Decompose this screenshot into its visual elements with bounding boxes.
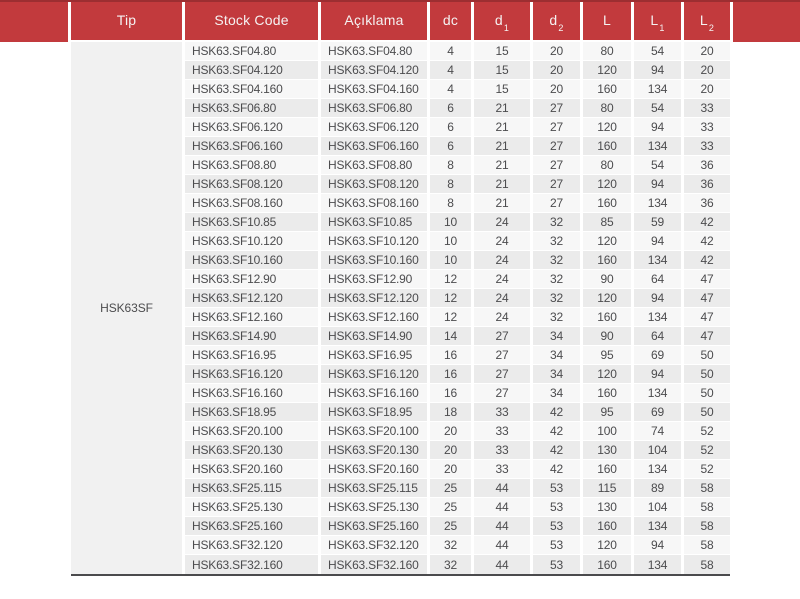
aciklama-cell: HSK63.SF04.120 bbox=[321, 61, 427, 80]
stock-code-cell: HSK63.SF18.95 bbox=[185, 403, 318, 422]
dc-cell: 32 bbox=[430, 536, 471, 555]
d2-cell: 32 bbox=[533, 270, 580, 289]
right-margin bbox=[733, 42, 800, 576]
l1-cell: 69 bbox=[634, 346, 681, 365]
l1-cell: 134 bbox=[634, 80, 681, 99]
l-cell: 120 bbox=[583, 365, 631, 384]
l2-cell: 36 bbox=[684, 156, 730, 175]
stock-code-cell: HSK63.SF14.90 bbox=[185, 327, 318, 346]
stock-code-cell: HSK63.SF12.90 bbox=[185, 270, 318, 289]
dc-cell: 25 bbox=[430, 517, 471, 536]
d2-cell: 53 bbox=[533, 479, 580, 498]
col-header-label: d bbox=[494, 12, 503, 28]
l1-cell: 54 bbox=[634, 99, 681, 118]
d1-cell: 44 bbox=[474, 479, 530, 498]
l1-cell: 94 bbox=[634, 175, 681, 194]
col-header-label: d bbox=[549, 12, 558, 28]
d1-cell: 24 bbox=[474, 289, 530, 308]
l1-cell: 104 bbox=[634, 498, 681, 517]
table-main bbox=[71, 42, 730, 576]
l2-cell: 33 bbox=[684, 118, 730, 137]
l-cell: 160 bbox=[583, 384, 631, 403]
l-cell: 160 bbox=[583, 517, 631, 536]
l2-cell: 20 bbox=[684, 80, 730, 99]
stock-code-cell: HSK63.SF10.85 bbox=[185, 213, 318, 232]
dc-cell: 10 bbox=[430, 251, 471, 270]
l1-cell: 134 bbox=[634, 194, 681, 213]
l1-cell: 69 bbox=[634, 403, 681, 422]
l2-cell: 58 bbox=[684, 479, 730, 498]
dc-cell: 12 bbox=[430, 308, 471, 327]
d1-cell: 27 bbox=[474, 384, 530, 403]
stock-code-cell: HSK63.SF20.130 bbox=[185, 441, 318, 460]
l2-cell: 47 bbox=[684, 308, 730, 327]
l2-cell: 50 bbox=[684, 365, 730, 384]
d1-cell: 21 bbox=[474, 194, 530, 213]
stock-code-cell: HSK63.SF32.160 bbox=[185, 555, 318, 574]
d1-cell: 24 bbox=[474, 232, 530, 251]
l1-cell: 54 bbox=[634, 156, 681, 175]
data-grid bbox=[185, 42, 730, 574]
d2-cell: 27 bbox=[533, 194, 580, 213]
col-header-dc bbox=[430, 0, 471, 40]
dc-cell: 8 bbox=[430, 194, 471, 213]
col-header-label: L bbox=[699, 12, 708, 28]
left-margin bbox=[0, 42, 68, 576]
col-header-L1 bbox=[634, 0, 681, 40]
col-header-subscript: 1 bbox=[659, 23, 665, 33]
d1-cell: 24 bbox=[474, 270, 530, 289]
aciklama-cell: HSK63.SF25.130 bbox=[321, 498, 427, 517]
d1-cell: 27 bbox=[474, 365, 530, 384]
l1-cell: 54 bbox=[634, 42, 681, 61]
aciklama-cell: HSK63.SF20.130 bbox=[321, 441, 427, 460]
col-header-L bbox=[583, 0, 631, 40]
aciklama-cell: HSK63.SF14.90 bbox=[321, 327, 427, 346]
l1-cell: 94 bbox=[634, 118, 681, 137]
header-spacer-left bbox=[0, 0, 68, 42]
aciklama-cell: HSK63.SF10.120 bbox=[321, 232, 427, 251]
dc-cell: 12 bbox=[430, 289, 471, 308]
l1-cell: 134 bbox=[634, 555, 681, 574]
l-cell: 115 bbox=[583, 479, 631, 498]
d1-cell: 33 bbox=[474, 460, 530, 479]
d2-cell: 32 bbox=[533, 232, 580, 251]
l2-cell: 47 bbox=[684, 289, 730, 308]
l2-cell: 47 bbox=[684, 270, 730, 289]
aciklama-cell: HSK63.SF04.80 bbox=[321, 42, 427, 61]
d2-cell: 53 bbox=[533, 498, 580, 517]
d1-cell: 15 bbox=[474, 80, 530, 99]
d2-cell: 34 bbox=[533, 346, 580, 365]
dc-cell: 6 bbox=[430, 137, 471, 156]
aciklama-cell: HSK63.SF16.120 bbox=[321, 365, 427, 384]
d1-cell: 44 bbox=[474, 555, 530, 574]
stock-code-cell: HSK63.SF08.80 bbox=[185, 156, 318, 175]
l2-cell: 33 bbox=[684, 99, 730, 118]
l-cell: 90 bbox=[583, 327, 631, 346]
stock-code-cell: HSK63.SF25.130 bbox=[185, 498, 318, 517]
l2-cell: 42 bbox=[684, 232, 730, 251]
col-header-d2 bbox=[533, 0, 580, 40]
col-header-acik bbox=[321, 0, 427, 40]
d1-cell: 33 bbox=[474, 422, 530, 441]
l1-cell: 94 bbox=[634, 365, 681, 384]
l2-cell: 58 bbox=[684, 517, 730, 536]
col-header-label: Tip bbox=[116, 12, 137, 28]
col-header-label: Stock Code bbox=[214, 12, 289, 28]
l-cell: 95 bbox=[583, 346, 631, 365]
l1-cell: 94 bbox=[634, 61, 681, 80]
l2-cell: 50 bbox=[684, 403, 730, 422]
aciklama-cell: HSK63.SF04.160 bbox=[321, 80, 427, 99]
d1-cell: 33 bbox=[474, 403, 530, 422]
d2-cell: 20 bbox=[533, 61, 580, 80]
l-cell: 120 bbox=[583, 536, 631, 555]
aciklama-cell: HSK63.SF25.115 bbox=[321, 479, 427, 498]
l2-cell: 58 bbox=[684, 536, 730, 555]
l2-cell: 58 bbox=[684, 498, 730, 517]
dc-cell: 8 bbox=[430, 175, 471, 194]
aciklama-cell: HSK63.SF08.120 bbox=[321, 175, 427, 194]
stock-code-cell: HSK63.SF12.160 bbox=[185, 308, 318, 327]
dc-cell: 20 bbox=[430, 422, 471, 441]
l-cell: 90 bbox=[583, 270, 631, 289]
l-cell: 120 bbox=[583, 61, 631, 80]
l2-cell: 52 bbox=[684, 441, 730, 460]
aciklama-cell: HSK63.SF06.120 bbox=[321, 118, 427, 137]
l1-cell: 74 bbox=[634, 422, 681, 441]
d2-cell: 42 bbox=[533, 460, 580, 479]
stock-code-cell: HSK63.SF10.120 bbox=[185, 232, 318, 251]
d1-cell: 21 bbox=[474, 118, 530, 137]
l2-cell: 42 bbox=[684, 251, 730, 270]
d1-cell: 44 bbox=[474, 498, 530, 517]
d2-cell: 42 bbox=[533, 403, 580, 422]
col-header-label: L bbox=[603, 12, 611, 28]
d2-cell: 34 bbox=[533, 365, 580, 384]
l2-cell: 20 bbox=[684, 42, 730, 61]
d1-cell: 21 bbox=[474, 99, 530, 118]
header-spacer-right bbox=[733, 0, 800, 42]
d1-cell: 21 bbox=[474, 156, 530, 175]
d2-cell: 27 bbox=[533, 118, 580, 137]
l1-cell: 89 bbox=[634, 479, 681, 498]
d1-cell: 15 bbox=[474, 61, 530, 80]
dc-cell: 12 bbox=[430, 270, 471, 289]
l-cell: 80 bbox=[583, 99, 631, 118]
col-header-subscript: 2 bbox=[558, 23, 564, 33]
l-cell: 130 bbox=[583, 498, 631, 517]
dc-cell: 16 bbox=[430, 384, 471, 403]
d1-cell: 33 bbox=[474, 441, 530, 460]
stock-code-cell: HSK63.SF04.160 bbox=[185, 80, 318, 99]
header-row bbox=[0, 0, 800, 42]
l2-cell: 52 bbox=[684, 460, 730, 479]
l-cell: 160 bbox=[583, 460, 631, 479]
l1-cell: 64 bbox=[634, 327, 681, 346]
d2-cell: 34 bbox=[533, 327, 580, 346]
col-header-d1 bbox=[474, 0, 530, 40]
dc-cell: 10 bbox=[430, 232, 471, 251]
col-header-L2 bbox=[684, 0, 730, 40]
aciklama-cell: HSK63.SF12.90 bbox=[321, 270, 427, 289]
aciklama-cell: HSK63.SF20.100 bbox=[321, 422, 427, 441]
aciklama-cell: HSK63.SF25.160 bbox=[321, 517, 427, 536]
d1-cell: 21 bbox=[474, 137, 530, 156]
l2-cell: 36 bbox=[684, 175, 730, 194]
d2-cell: 42 bbox=[533, 441, 580, 460]
l2-cell: 52 bbox=[684, 422, 730, 441]
l-cell: 160 bbox=[583, 251, 631, 270]
col-header-label: Açıklama bbox=[344, 12, 404, 28]
l-cell: 160 bbox=[583, 194, 631, 213]
dc-cell: 16 bbox=[430, 365, 471, 384]
l2-cell: 47 bbox=[684, 327, 730, 346]
l1-cell: 134 bbox=[634, 517, 681, 536]
l2-cell: 50 bbox=[684, 346, 730, 365]
l-cell: 120 bbox=[583, 232, 631, 251]
stock-code-cell: HSK63.SF10.160 bbox=[185, 251, 318, 270]
stock-code-cell: HSK63.SF16.120 bbox=[185, 365, 318, 384]
l-cell: 120 bbox=[583, 175, 631, 194]
col-header-subscript: 2 bbox=[708, 23, 715, 33]
l1-cell: 94 bbox=[634, 536, 681, 555]
l1-cell: 94 bbox=[634, 232, 681, 251]
dc-cell: 25 bbox=[430, 479, 471, 498]
aciklama-cell: HSK63.SF10.160 bbox=[321, 251, 427, 270]
l1-cell: 134 bbox=[634, 308, 681, 327]
l1-cell: 94 bbox=[634, 289, 681, 308]
aciklama-cell: HSK63.SF06.160 bbox=[321, 137, 427, 156]
aciklama-cell: HSK63.SF32.160 bbox=[321, 555, 427, 574]
d2-cell: 53 bbox=[533, 536, 580, 555]
dc-cell: 4 bbox=[430, 42, 471, 61]
dc-cell: 16 bbox=[430, 346, 471, 365]
l-cell: 120 bbox=[583, 118, 631, 137]
d1-cell: 44 bbox=[474, 536, 530, 555]
dc-cell: 25 bbox=[430, 498, 471, 517]
col-header-stock bbox=[185, 0, 318, 40]
l2-cell: 50 bbox=[684, 384, 730, 403]
l1-cell: 59 bbox=[634, 213, 681, 232]
d2-cell: 20 bbox=[533, 80, 580, 99]
d2-cell: 27 bbox=[533, 137, 580, 156]
stock-code-cell: HSK63.SF32.120 bbox=[185, 536, 318, 555]
l2-cell: 33 bbox=[684, 137, 730, 156]
dc-cell: 4 bbox=[430, 61, 471, 80]
l1-cell: 134 bbox=[634, 251, 681, 270]
l1-cell: 134 bbox=[634, 384, 681, 403]
col-header-label: dc bbox=[442, 12, 459, 28]
dc-cell: 10 bbox=[430, 213, 471, 232]
l-cell: 160 bbox=[583, 80, 631, 99]
d2-cell: 20 bbox=[533, 42, 580, 61]
aciklama-cell: HSK63.SF08.80 bbox=[321, 156, 427, 175]
d1-cell: 27 bbox=[474, 346, 530, 365]
dc-cell: 4 bbox=[430, 80, 471, 99]
stock-code-cell: HSK63.SF06.160 bbox=[185, 137, 318, 156]
aciklama-cell: HSK63.SF10.85 bbox=[321, 213, 427, 232]
d2-cell: 53 bbox=[533, 555, 580, 574]
d1-cell: 44 bbox=[474, 517, 530, 536]
stock-code-cell: HSK63.SF16.95 bbox=[185, 346, 318, 365]
d1-cell: 15 bbox=[474, 42, 530, 61]
d2-cell: 53 bbox=[533, 517, 580, 536]
dc-cell: 14 bbox=[430, 327, 471, 346]
stock-code-cell: HSK63.SF08.160 bbox=[185, 194, 318, 213]
d1-cell: 24 bbox=[474, 213, 530, 232]
stock-code-cell: HSK63.SF06.120 bbox=[185, 118, 318, 137]
table-body bbox=[0, 42, 800, 576]
header-top-border bbox=[0, 0, 800, 2]
stock-code-cell: HSK63.SF12.120 bbox=[185, 289, 318, 308]
stock-code-cell: HSK63.SF06.80 bbox=[185, 99, 318, 118]
stock-code-cell: HSK63.SF04.80 bbox=[185, 42, 318, 61]
l1-cell: 134 bbox=[634, 460, 681, 479]
d2-cell: 32 bbox=[533, 289, 580, 308]
l-cell: 130 bbox=[583, 441, 631, 460]
stock-code-cell: HSK63.SF04.120 bbox=[185, 61, 318, 80]
dc-cell: 32 bbox=[430, 555, 471, 574]
d2-cell: 27 bbox=[533, 175, 580, 194]
l-cell: 120 bbox=[583, 289, 631, 308]
stock-code-cell: HSK63.SF20.160 bbox=[185, 460, 318, 479]
l1-cell: 104 bbox=[634, 441, 681, 460]
d1-cell: 24 bbox=[474, 308, 530, 327]
l-cell: 95 bbox=[583, 403, 631, 422]
l2-cell: 42 bbox=[684, 213, 730, 232]
tip-value: HSK63SF bbox=[100, 301, 153, 315]
d2-cell: 42 bbox=[533, 422, 580, 441]
d2-cell: 27 bbox=[533, 99, 580, 118]
col-header-subscript: 1 bbox=[503, 23, 510, 33]
dc-cell: 20 bbox=[430, 441, 471, 460]
l1-cell: 64 bbox=[634, 270, 681, 289]
stock-code-cell: HSK63.SF20.100 bbox=[185, 422, 318, 441]
aciklama-cell: HSK63.SF32.120 bbox=[321, 536, 427, 555]
l2-cell: 20 bbox=[684, 61, 730, 80]
col-header-label: L bbox=[650, 12, 659, 28]
d2-cell: 32 bbox=[533, 213, 580, 232]
l-cell: 85 bbox=[583, 213, 631, 232]
aciklama-cell: HSK63.SF18.95 bbox=[321, 403, 427, 422]
d1-cell: 24 bbox=[474, 251, 530, 270]
d2-cell: 34 bbox=[533, 384, 580, 403]
aciklama-cell: HSK63.SF08.160 bbox=[321, 194, 427, 213]
aciklama-cell: HSK63.SF16.160 bbox=[321, 384, 427, 403]
d1-cell: 21 bbox=[474, 175, 530, 194]
l-cell: 160 bbox=[583, 137, 631, 156]
aciklama-cell: HSK63.SF06.80 bbox=[321, 99, 427, 118]
stock-code-cell: HSK63.SF25.115 bbox=[185, 479, 318, 498]
dc-cell: 20 bbox=[430, 460, 471, 479]
stock-code-cell: HSK63.SF25.160 bbox=[185, 517, 318, 536]
l-cell: 100 bbox=[583, 422, 631, 441]
aciklama-cell: HSK63.SF12.120 bbox=[321, 289, 427, 308]
d1-cell: 27 bbox=[474, 327, 530, 346]
aciklama-cell: HSK63.SF20.160 bbox=[321, 460, 427, 479]
l2-cell: 36 bbox=[684, 194, 730, 213]
stock-code-cell: HSK63.SF16.160 bbox=[185, 384, 318, 403]
col-header-tip bbox=[71, 0, 182, 40]
d2-cell: 27 bbox=[533, 156, 580, 175]
l-cell: 80 bbox=[583, 156, 631, 175]
dc-cell: 6 bbox=[430, 118, 471, 137]
l-cell: 80 bbox=[583, 42, 631, 61]
stock-code-cell: HSK63.SF08.120 bbox=[185, 175, 318, 194]
dc-cell: 6 bbox=[430, 99, 471, 118]
aciklama-cell: HSK63.SF16.95 bbox=[321, 346, 427, 365]
l1-cell: 134 bbox=[634, 137, 681, 156]
dc-cell: 18 bbox=[430, 403, 471, 422]
dc-cell: 8 bbox=[430, 156, 471, 175]
l-cell: 160 bbox=[583, 555, 631, 574]
l2-cell: 58 bbox=[684, 555, 730, 574]
aciklama-cell: HSK63.SF12.160 bbox=[321, 308, 427, 327]
tip-cell bbox=[71, 42, 182, 574]
d2-cell: 32 bbox=[533, 251, 580, 270]
l-cell: 160 bbox=[583, 308, 631, 327]
d2-cell: 32 bbox=[533, 308, 580, 327]
